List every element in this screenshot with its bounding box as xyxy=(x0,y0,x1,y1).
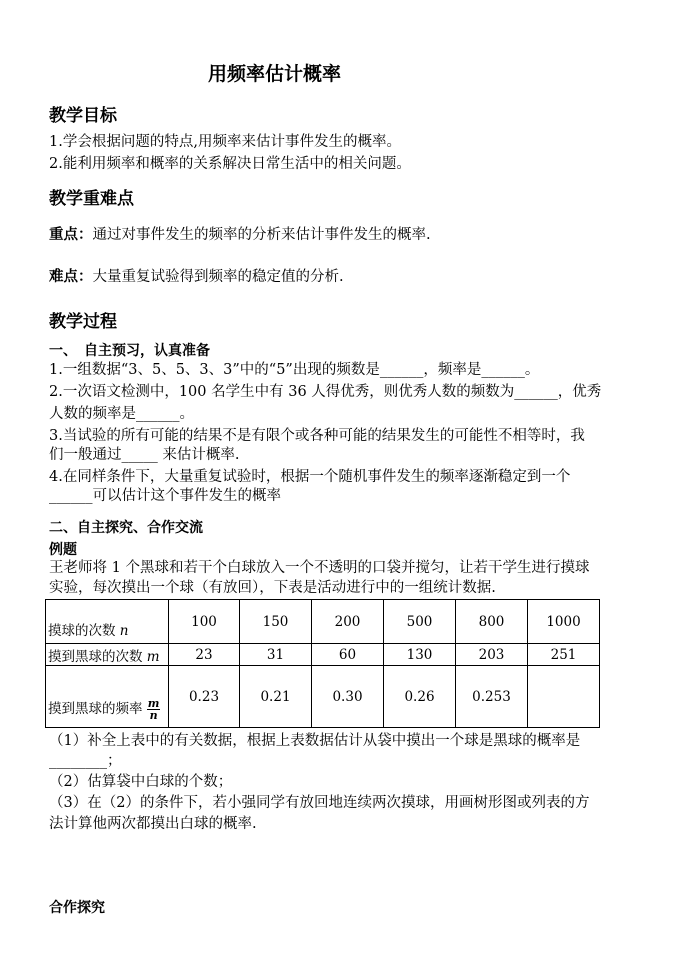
cooperative-heading: 合作探究 xyxy=(49,900,105,916)
example-line: 实验，每次摸出一个球（有放回），下表是活动进行中的一组统计数据. xyxy=(49,580,496,596)
difficult-point-text: 大量重复试验得到频率的稳定值的分析. xyxy=(92,269,344,285)
table-cell: 60 xyxy=(312,644,384,666)
table-row-label: 摸球的次数 n xyxy=(46,600,169,644)
table-cell xyxy=(528,666,600,728)
preview-line: 们一般通过_____ 来估计概率. xyxy=(49,447,240,463)
table-row xyxy=(46,644,600,666)
preview-line: 人数的频率是______。 xyxy=(49,406,194,422)
table-cell: 500 xyxy=(384,600,456,644)
table-cell: 1000 xyxy=(528,600,600,644)
section-heading-key-points: 教学重难点 xyxy=(49,189,134,209)
key-point xyxy=(49,224,431,246)
table-cell: 100 xyxy=(169,600,240,644)
question-line: （3）在（2）的条件下，若小强同学有放回地连续两次摸球，用画树形图或列表的方 xyxy=(49,795,590,811)
preview-line: ______可以估计这个事件发生的概率 xyxy=(49,488,281,504)
difficult-point-label: 难点： xyxy=(49,268,93,285)
section-heading-process: 教学过程 xyxy=(49,312,117,332)
goal-item: 1.学会根据问题的特点,用频率来估计事件发生的概率。 xyxy=(49,134,401,150)
table-cell: 203 xyxy=(456,644,528,666)
section-heading-goals: 教学目标 xyxy=(49,106,117,126)
key-point-text: 通过对事件发生的频率的分析来估计事件发生的概率. xyxy=(92,227,431,243)
table-cell: 251 xyxy=(528,644,600,666)
table-row-label: 摸到黑球的频率 $\frac{m}{n}$ xyxy=(46,666,169,728)
key-point-label: 重点： xyxy=(49,226,93,243)
table-cell: 23 xyxy=(169,644,240,666)
table-row xyxy=(46,666,600,728)
page-title: 用频率估计概率 xyxy=(208,63,342,85)
table-cell: 0.21 xyxy=(240,666,312,728)
example-line: 王老师将 1 个黑球和若干个白球放入一个不透明的口袋并搅匀，让若干学生进行摸球 xyxy=(49,560,590,576)
preview-line: 4.在同样条件下，大量重复试验时，根据一个随机事件发生的频率逐渐稳定到一个 xyxy=(49,469,571,485)
table-row xyxy=(46,600,600,644)
preview-line: 1.一组数据“3、5、5、3、3”中的“5”出现的频数是______，频率是______。 xyxy=(49,362,540,378)
part1-heading: 一、 自主预习，认真准备 xyxy=(49,343,210,359)
table-cell: 200 xyxy=(312,600,384,644)
preview-line: 3.当试验的所有可能的结果不是有限个或各种可能的结果发生的可能性不相等时，我 xyxy=(49,428,585,444)
preview-line: 2.一次语文检测中，100 名学生中有 36 人得优秀，则优秀人数的频数为______，优秀 xyxy=(49,384,602,400)
table-cell: 0.26 xyxy=(384,666,456,728)
example-label: 例题 xyxy=(49,542,77,558)
table-cell: 130 xyxy=(384,644,456,666)
table-cell: 150 xyxy=(240,600,312,644)
table-cell: 0.23 xyxy=(169,666,240,728)
data-table xyxy=(45,599,600,728)
table-row-label: 摸到黑球的次数 m xyxy=(46,644,169,666)
table-cell: 0.253 xyxy=(456,666,528,728)
difficult-point xyxy=(49,266,344,288)
question-line: ________； xyxy=(49,753,122,769)
question-line: （1）补全上表中的有关数据，根据上表数据估计从袋中摸出一个球是黑球的概率是 xyxy=(49,733,581,749)
table-cell: 800 xyxy=(456,600,528,644)
question-line: （2）估算袋中白球的个数； xyxy=(49,774,233,790)
part2-heading: 二、自主探究、合作交流 xyxy=(49,520,203,536)
question-line: 法计算他两次都摸出白球的概率. xyxy=(49,816,257,832)
goal-item: 2.能利用频率和概率的关系解决日常生活中的相关问题。 xyxy=(49,156,411,172)
fraction: $\frac{m}{n}$ xyxy=(147,697,160,722)
table-cell: 0.30 xyxy=(312,666,384,728)
table-cell: 31 xyxy=(240,644,312,666)
